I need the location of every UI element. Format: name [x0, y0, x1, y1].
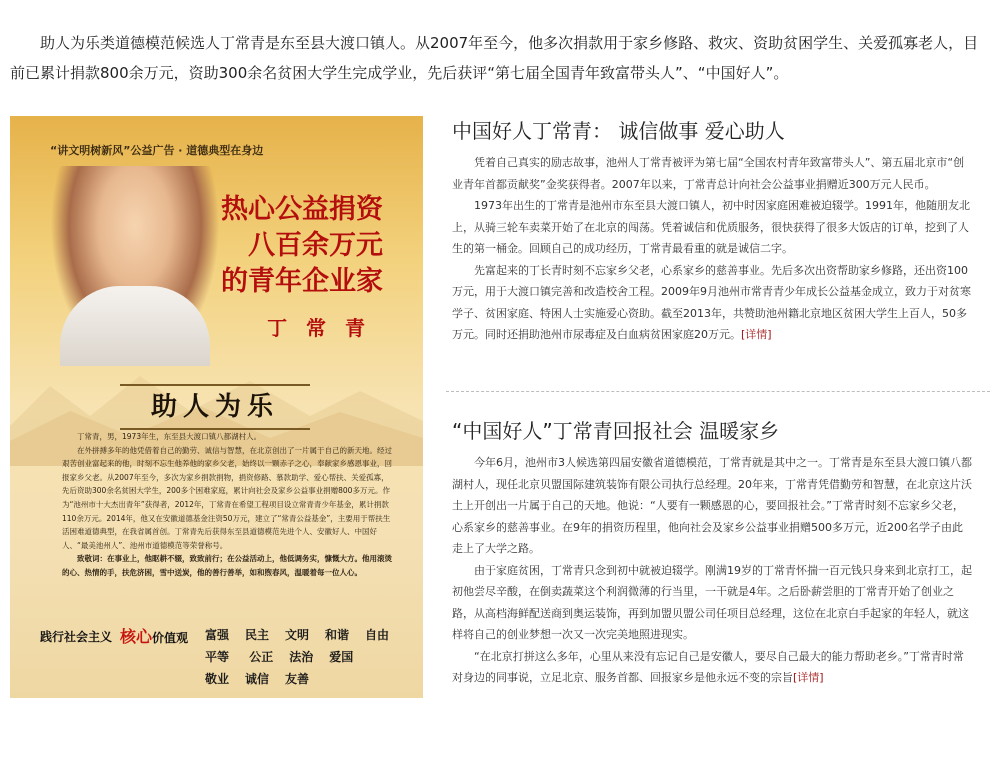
poster-headline [221, 192, 383, 300]
article-title: 中国好人丁常青： 诚信做事 爱心助人 [452, 119, 785, 143]
core-value: 和谐 [325, 628, 350, 642]
article-paragraph: 今年6月，池州市3人候选第四届安徽省道德模范，丁常青就是其中之一。丁常青是东至县大渡口镇八都湖村人，现任北京贝盟国际建筑装饰有限公司执行总经理。20年来，丁常青凭借勤劳和智慧，在北京这片沃土上开创出一片属于自己的天地。他说：“人要有一颗感恩的心，要回报社会。”丁常青时刻不忘家乡父老，心系家乡的慈善事业。在9年的捐资历程里，他向社会及家乡公益事业捐赠500多万元，近200名学子由此走上了大学之路。 [452, 456, 972, 555]
article-block [452, 118, 972, 346]
article-paragraph: 凭着自己真实的励志故事，池州人丁常青被评为第七届“全国农村青年致富带头人”、第五届北京市“创业青年首都贡献奖”金奖获得者。2007年以来，丁常青总计向社会公益事业捐赠近300万元人民币。 [452, 156, 965, 191]
core-value: 富强 [205, 628, 230, 642]
article-title: “中国好人”丁常青回报社会 温暖家乡 [452, 419, 780, 443]
core-value: 自由 [365, 628, 390, 642]
core-values-grid [205, 624, 405, 690]
article-block [452, 418, 972, 689]
detail-link[interactable]: [详情] [741, 328, 772, 341]
poster-headline-line: 热心公益捐资 [221, 194, 383, 225]
poster-paragraph: 丁常青，男，1973年生，东至县大渡口镇八都湖村人。 [77, 432, 262, 441]
core-value: 诚信 [245, 672, 270, 686]
poster-person-name: 丁 常 青 [267, 316, 371, 340]
core-value: 文明 [285, 628, 310, 642]
core-value: 友善 [285, 672, 310, 686]
intro-paragraph: 助人为乐类道德模范候选人丁常青是东至县大渡口镇人。从2007年至今，他多次捐款用于家乡修路、救灾、资助贫困学生、关爱孤寡老人，目前已累计捐款800余万元，资助300余名贫困大学生完成学业，先后获评“第七届全国青年致富带头人”、“中国好人”。 [10, 34, 979, 82]
portrait-photo [50, 166, 220, 366]
poster-banner-title: 助人为乐 [120, 384, 310, 430]
article-body [452, 452, 972, 689]
core-value: 爱国 [329, 650, 354, 664]
poster-text [62, 430, 392, 580]
poster-paragraph: 在外拼搏多年的他凭借着自己的勤劳、诚信与智慧，在北京创出了一片属于自己的新天地。经过艰苦创业富起来的他，时刻不忘生他养他的家乡父老，始终以一颗赤子之心，奉献家乡感恩事业，回报家乡父老。从2007年至今，多次为家乡捐款捐物，捐资修路、慕款助学、爱心帮扶、关爱孤寡，先后资助300余名贫困大学生，200多个困难家庭，累计向社会及家乡公益事业捐赠800多万元。作为“池州市十大杰出青年”获得者，2012年，丁常青在希望工程项目设立常青青少年基金，累计捐款110余万元。2014年，他又在安徽道德基金注资50万元，建立了“常青公益基金”，主要用于帮扶生活困难道德典型，在我省属首创。丁常青先后获得东至县道德模范先进个人、安徽好人、中国好人、“最美池州人”、池州市道德模范等荣誉称号。 [62, 445, 392, 550]
section-divider [446, 391, 990, 392]
poster-tribute: 致敬词：在事业上，他眍耕不辍，致致前行；在公益活动上，他低调务实，慷慨大方。他用滚烫的心、热情的手，扶危济困，雪中送炭，他的善行善举，如和煦春风，温暖着每一位人心。 [62, 554, 392, 577]
poster-headline-line: 的青年企业家 [221, 266, 383, 297]
article-body [452, 152, 972, 346]
poster-tagline: “讲文明树新风”公益广告 · 道德典型在身边 [50, 144, 264, 157]
article-paragraph: 先富起来的丁长青时刻不忘家乡父老，心系家乡的慈善事业。先后多次出资帮助家乡修路，还出资100万元，用于大渡口镇完善和改造校舍工程。2009年9月池州市常青青少年成长公益基金成立，致力于对贫寒学子、贫困家庭、特困人士实施爱心资助。截至2013年，共赞助池州籍北京地区贫困大学生上百人，50多万元。同时还捐助池州市尿毒症及白血病贫困家庭20万元。[详情] [452, 263, 971, 341]
values-mark: 核心价值观 [120, 627, 189, 646]
core-value: 敬业 [205, 672, 230, 686]
core-value: 民主 [245, 628, 270, 642]
poster-image [10, 116, 423, 698]
poster-headline-line: 八百余万元 [248, 230, 383, 261]
article-paragraph: 1973年出生的丁常青是池州市东至县大渡口镇人，初中时因家庭困难被迫辍学。1991年，他随朋友北上，从骑三轮车卖菜开始了在北京的闯荡。凭着诚信和优质服务，很快获得了很多大饭店的订单，挖到了人生的第一桶金。回顾自己的成功经历，丁常青最看重的就是诚信二字。 [452, 199, 970, 255]
core-value: 法治 [289, 650, 314, 664]
core-value: 平等 [205, 650, 230, 664]
detail-link[interactable]: [详情] [793, 671, 824, 684]
values-title: 践行社会主义 [40, 630, 113, 644]
article-paragraph: “在北京打拼这么多年，心里从来没有忘记自己是安徽人，要尽自己最大的能力帮助老乡。”丁常青时常对身边的同事说，立足北京、服务首都、回报家乡是他永远不变的宗旨[详情] [452, 649, 964, 684]
article-paragraph: 由于家庭贫困，丁常青只念到初中就被迫辍学。刚满19岁的丁常青怀揣一百元钱只身来到北京打工，起初他尝尽辛酸，在倒卖蔬菜这个利润微薄的行当里，一干就是4年。之后卧薪尝胆的丁常青开始了创业之路，从高档海鲜配送商到奥运装饰，再到加盟贝盟公司任项目总经理，这位在北京白手起家的年轻人，就这样将自己的创业梦想一次又一次完美地照进现实。 [452, 563, 972, 641]
core-value: 公正 [249, 650, 274, 664]
